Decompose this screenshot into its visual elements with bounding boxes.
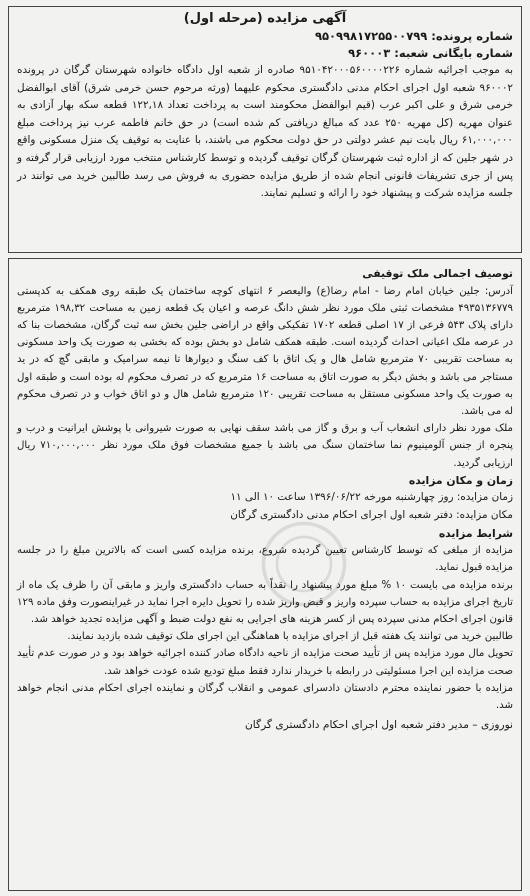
auction-place: مکان مزایده: دفتر شعبه اول اجرای احکام مدنی دادگستری گرگان	[230, 509, 513, 522]
term-5: مزایده با حضور نماینده محترم دادستان دادسرای عمومی و انقلاب گرگان و نماینده اجرای احکام مدنی انجام خواهد شد.	[17, 682, 513, 712]
auction-time: زمان مزایده: روز چهارشنبه مورخه ۱۳۹۶/۰۶/۲۲ ساعت ۱۰ الی ۱۱	[230, 491, 513, 504]
term-4: تحویل مال مورد مزایده پس از تأیید صحت مزایده از ناحیه دادگاه صادر کننده اجرائیه خواهد بود و در صورت عدم تأیید صحت مزایده این اجرا مسئولیتی در رابطه با خریدار ندارد فقط مبلغ تودیع شده عودت خواهد شد.	[17, 648, 513, 677]
notice-title: آگهی مزایده (مرحله اول)	[183, 11, 347, 26]
property-description-box	[8, 258, 522, 891]
auction-notice-box	[8, 6, 522, 253]
time-place-heading: زمان و مکان مزایده	[408, 473, 513, 487]
term-2: برنده مزایده می بایست ۱۰ % مبلغ مورد پیشنهاد را نقداً به حساب دادگستری واریز و مابقی آن را ظرف یک ماه از تاریخ اجرای مزایده به حساب سپرده واریز و قبض واریز شده را تحویل دایره اجرا نماید در غیراینصورت وفق ماده ۱۲۹ قانون اجرای احکام مدنی سپرده پس از کسر هزینه های اجرایی به نفع دولت ضبط و آگهی مزایده تجدید خواهد شد.	[17, 579, 513, 626]
property-utilities: ملک مورد نظر دارای انشعاب آب و برق و گاز می باشد سقف نهایی به صورت شیروانی با پوشش ایرانیت و درب و پنجره از جنس آلومینیوم نما ساختمان سنگ می باشد با جمیع مشخصات فوق ملک مورد نظر ۷۱۰,۰۰۰,۰۰۰ ریال ارزیابی گردید.	[17, 423, 513, 469]
property-address: آدرس: جلین خیابان امام رضا - امام رضا(ع) والیعصر ۶ انتهای کوچه ساختمان یک طبقه روی همکف به کدپستی ۴۹۳۵۱۳۶۷۷۹ مشخصات ثبتی ملک مورد نظر شش دانگ عرصه و اعیان یک قطعه زمین به مساحت ۱۹۸,۳۲ مترمربع دارای پلاک ۵۴۳ فرعی از ۱۷ اصلی قطعه ۱۷۰۲ تفکیکی واقع در اراضی جلین بخش سه ثبت گرگان، مشخصات بنا که در عرصه ملک اعیانی احداث گردیده است. طبقه همکف شامل دو بخش بوده که بخشی به صورت یک واحد مسکونی به مساحت تقریبی ۷۰ مترمربع شامل هال و یک اتاق با کف سنگ و دیوارها تا نیمه سرامیک و مابقی گچ که در ید مستاجر می باشد و بخش دیگر به صورت اتاق به مساحت ۱۶ مترمربع که در تصرف محکوم له بوده است و طبقه اول به صورت یک واحد مسکونی مستقل به مساحت تقریبی ۱۲۰ مترمربع شامل هال و دو اتاق خواب و در تصرف محکوم له می باشد.	[17, 285, 513, 418]
terms-heading: شرایط مزایده	[438, 526, 513, 540]
archive-number: شماره بایگانی شعبه: ۹۶۰۰۰۳	[348, 46, 513, 60]
term-3: طالبین خرید می توانند یک هفته قبل از اجرای مزایده با هماهنگی این اجرای ملک توقیف شده بازدید نمایند.	[67, 631, 513, 643]
property-heading: توصیف اجمالی ملک توقیفی	[362, 267, 513, 280]
notice-body: به موجب اجرائیه شماره ۹۵۱۰۴۲۰۰۰۵۶۰۰۰۰۲۲۶ صادره از شعبه اول دادگاه خانواده شهرستان گرگان در پرونده ۹۶۰۰۰۲ شعبه اول اجرای احکام مدنی دادگستری محکوم علیهما (ورثه مرحوم حسن خرمی شرق) آقای ابوالفضل خرمی شرق و علی اکبر عرب (قیم ابوالفضل محکومند است به پرداخت تعداد ۱۲۲,۱۸ قطعه سکه بهار آزادی به عنوان مهریه (کل مهریه ۲۵۰ عدد که مبالغ دریافتی کم شده است) در حق خانم فاطمه عرب نیز پرداخت مبلغ ۶۱,۰۰۰,۰۰۰ ریال بابت نیم عشر دولتی در حق دولت محکوم می باشند، با عنایت به توقیف یک منزل مسکونی واقع در شهر جلین که از اداره ثبت شهرستان گرگان توقیف گردیده و توسط کارشناس منتخب مورد ارزیابی قرار گرفته و پس از جری تشریفات قانونی انجام شده از طریق مزایده حضوری به فروش می رسد طالبین خرید می توانند در جلسه مزایده شرکت و پیشنهاد خود را ارائه و تسلیم نمایند.	[17, 64, 514, 200]
case-number: شماره پرونده: ۹۵۰۹۹۸۱۷۲۵۵۰۰۷۹۹	[314, 29, 513, 43]
signature-line: نوروزی – مدیر دفتر شعبه اول اجرای احکام دادگستری گرگان	[245, 719, 513, 732]
term-1: مزایده از مبلغی که توسط کارشناس تعیین گردیده شروع، برنده مزایده کسی است که بالاترین مبلغ را در جلسه مزایده قبول نماید.	[17, 545, 513, 574]
